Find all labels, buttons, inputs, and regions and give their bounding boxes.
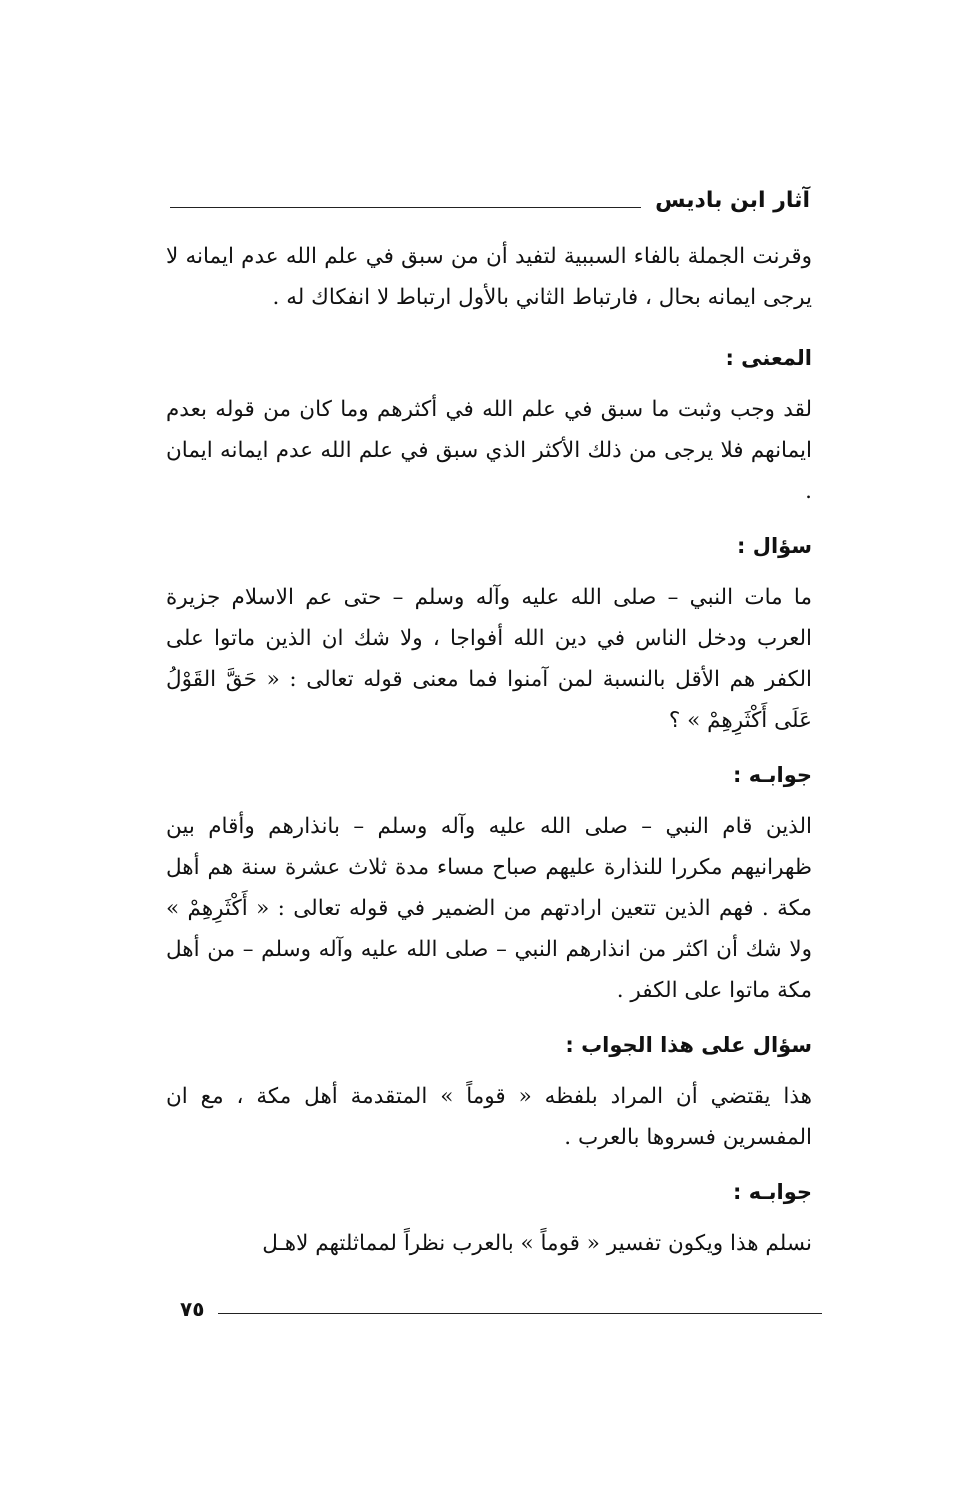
paragraph-5: هذا يقتضي أن المراد بلفظه « قوماً » المتقدمة أهل مكة ، مع ان المفسرين فسروها بالعرب . [166,1084,812,1150]
page-footer [180,1292,822,1326]
running-header [170,180,810,220]
book-title: آثار ابن باديس [655,187,810,213]
heading-question: سؤال : [737,534,812,558]
page-number: ٧٥ [180,1297,205,1321]
header-rule [170,207,641,208]
paragraph-4: الذين قام النبي – صلى الله عليه وآله وسلم – بانذارهم وأقام بين ظهرانيهم مكررا للنذارة عليهم صباح مساء مدة ثلاث عشرة سنة هم أهل مكة . فهم الذين تتعين ارادتهم من الضمير في قوله تعالى : « أَكْثَرِهِمْ » ولا شك أن اكثر من انذارهم النبي – صلى الله عليه وآله وسلم – من أهل مكة ماتوا على الكفر . [166,814,812,1003]
paragraph-1: وقرنت الجملة بالفاء السببية لتفيد أن من سبق في علم الله عدم ايمانه لا يرجى ايمانه بحال ، فارتباط الثاني بالأول ارتباط لا انفكاك له . [166,244,812,310]
heading-question-on-answer: سؤال على هذا الجواب : [565,1033,812,1057]
heading-answer-2: جوابـه : [732,1180,812,1204]
page-body [166,236,812,1264]
footer-rule [218,1313,822,1314]
paragraph-2: لقد وجب وثبت ما سبق في علم الله في أكثرهم وما كان من قوله بعدم ايمانهم فلا يرجى من ذلك الأكثر الذي سبق في علم الله عدم ايمانه ايمان . [166,397,812,504]
paragraph-6: نسلم هذا ويكون تفسير « قوماً » بالعرب نظراً لمماثلتهم لاهـل [262,1231,812,1256]
heading-answer: جوابـه : [732,763,812,787]
paragraph-3: ما مات النبي – صلى الله عليه وآله وسلم – حتى عم الاسلام جزيرة العرب ودخل الناس في دين الله أفواجا ، ولا شك ان الذين ماتوا على الكفر هم الأقل بالنسبة لمن آمنوا فما معنى قوله تعالى : « حَقَّ القَوْلُ عَلَى أَكْثَرِهِمْ » ؟ [166,585,812,733]
heading-meaning: المعنى : [725,346,812,370]
